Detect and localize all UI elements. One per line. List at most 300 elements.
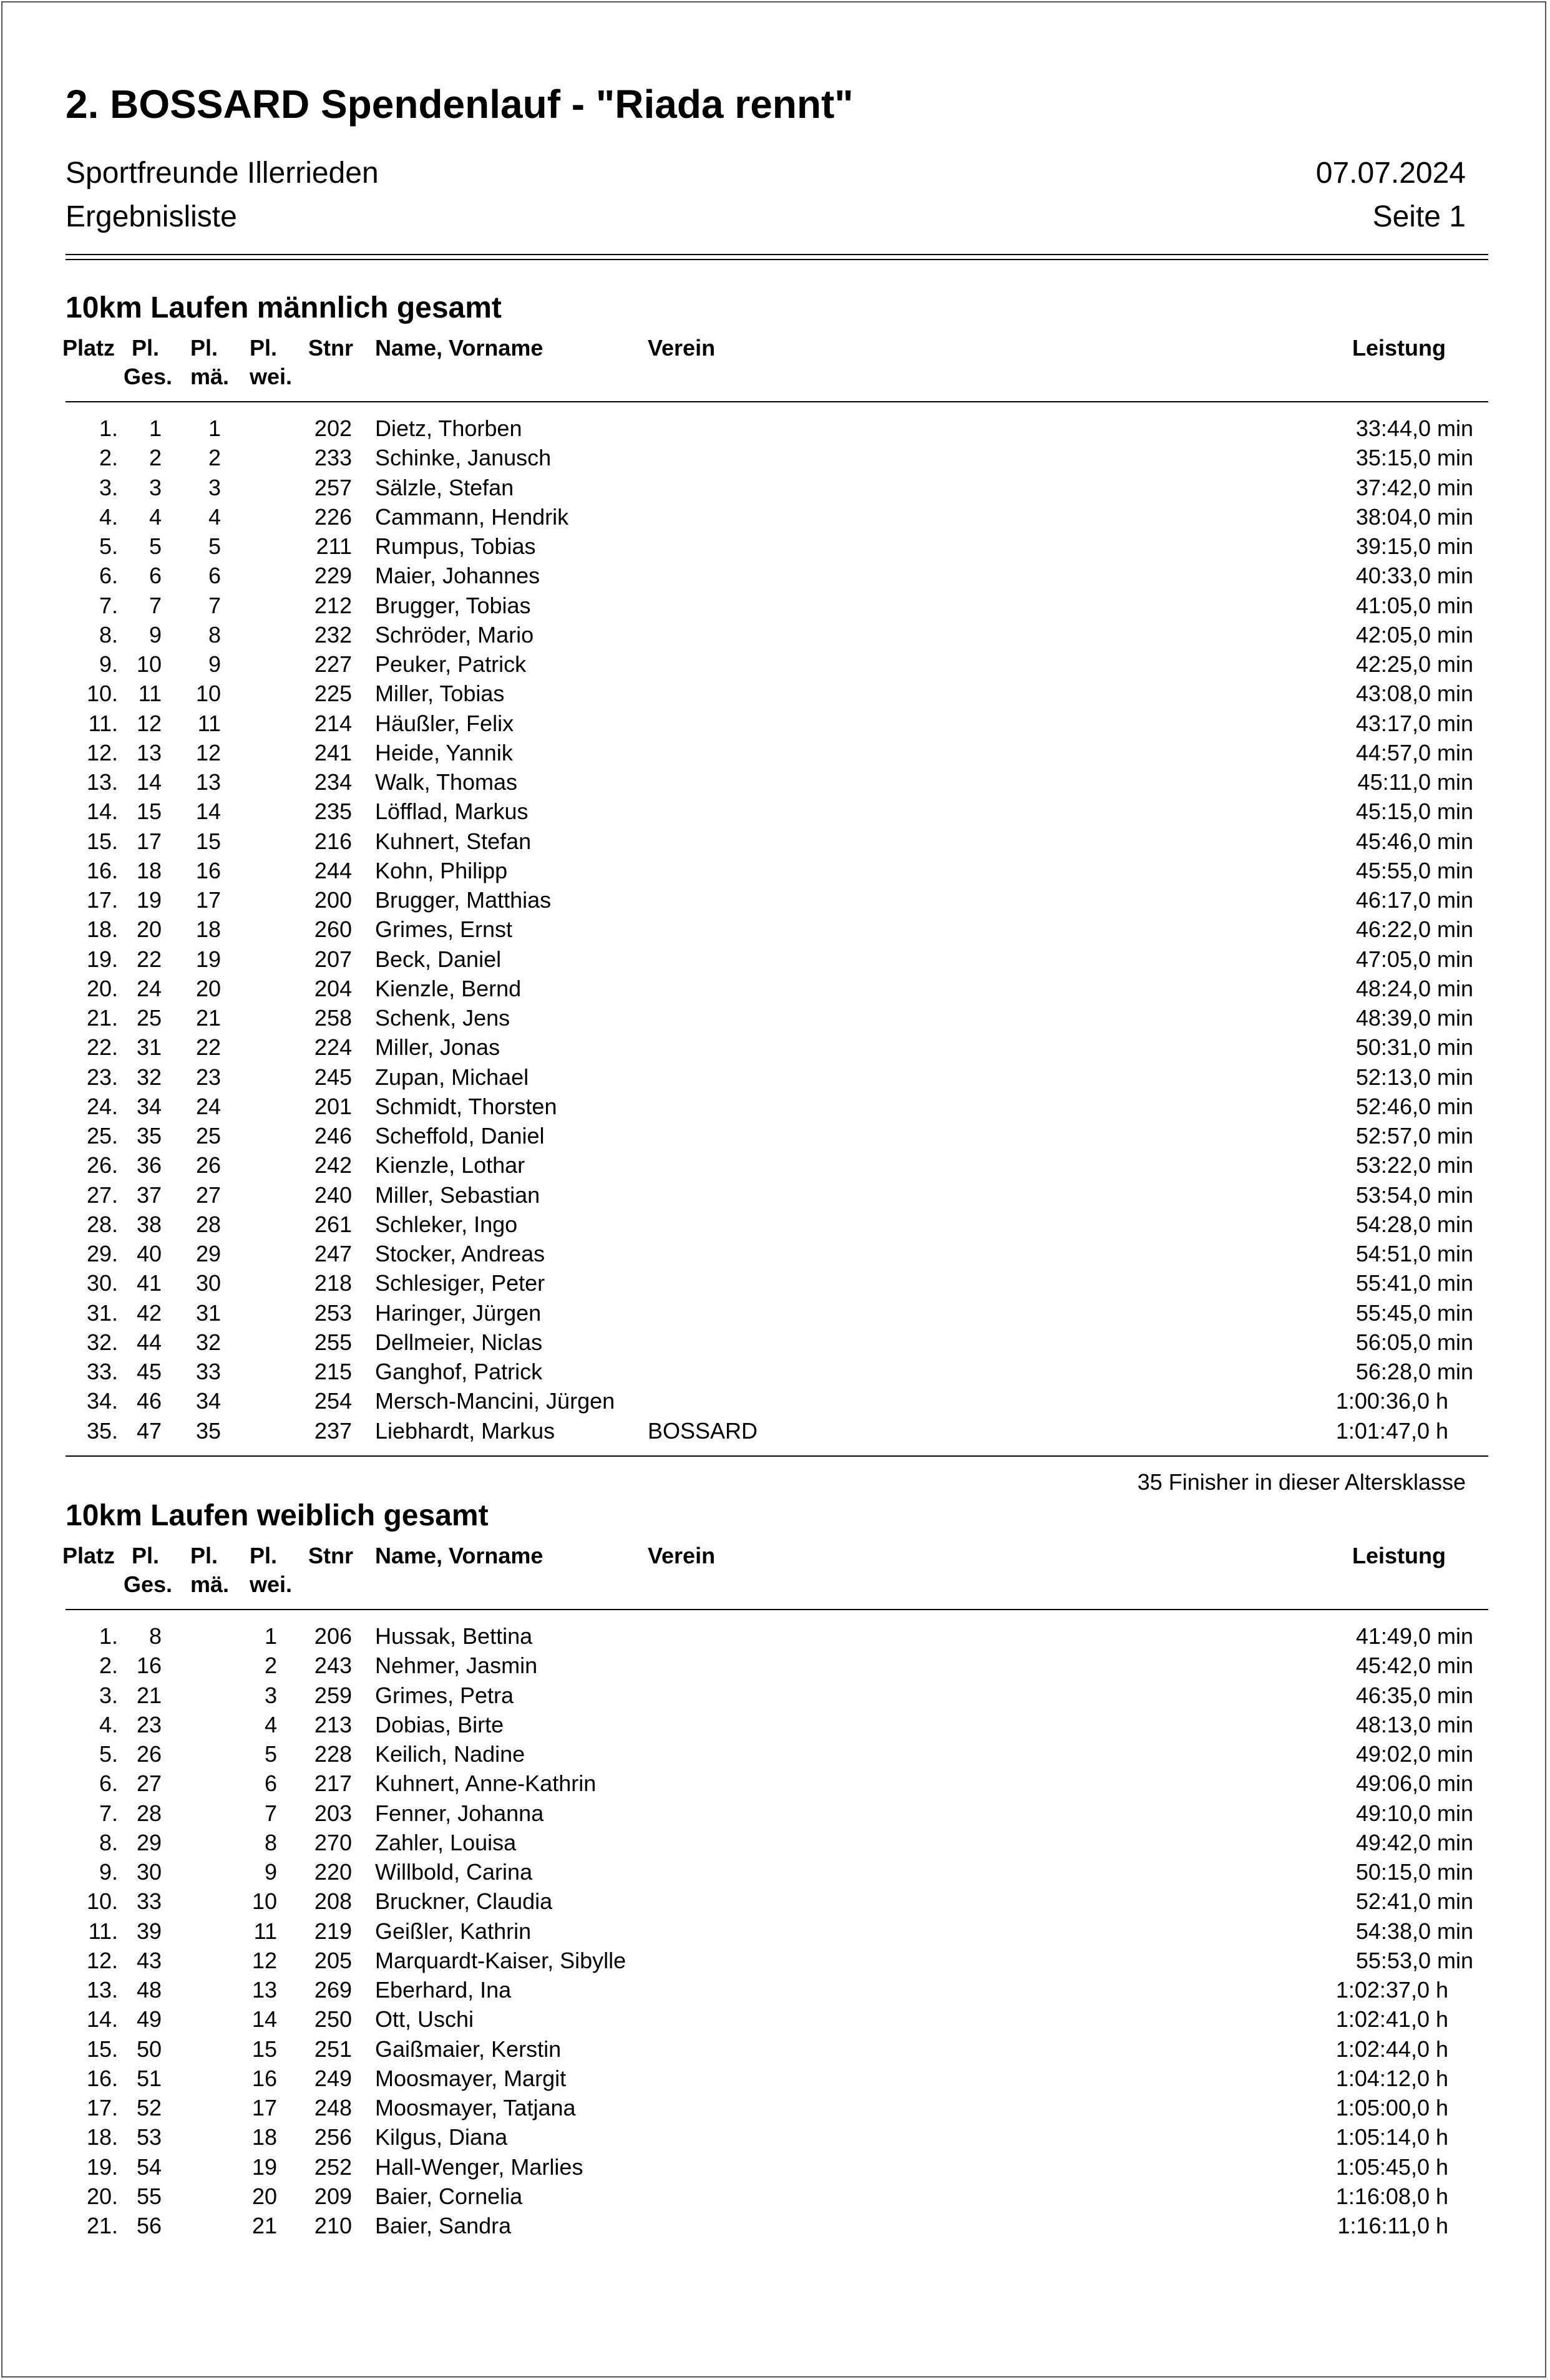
table-row xyxy=(0,1977,1550,2006)
pl-mae-cell: 12 xyxy=(195,739,221,765)
pl-ges-cell: 48 xyxy=(136,1977,162,2003)
pl-mae-cell: 21 xyxy=(195,1005,221,1031)
platz-cell: 11. xyxy=(88,710,118,736)
pl-ges-cell: 55 xyxy=(136,2183,162,2209)
platz-cell: 29. xyxy=(86,1241,118,1266)
pl-mae-cell: 4 xyxy=(208,503,221,530)
stnr-cell: 237 xyxy=(314,1417,352,1444)
name-cell: Dobias, Birte xyxy=(375,1711,504,1737)
pl-mae-cell: 10 xyxy=(195,681,221,707)
stnr-cell: 242 xyxy=(314,1152,352,1178)
pl-mae-cell: 35 xyxy=(195,1417,221,1444)
platz-cell: 12. xyxy=(86,739,118,765)
platz-cell: 2. xyxy=(99,445,118,471)
name-cell: Kilgus, Diana xyxy=(375,2124,508,2150)
leistung-cell: 48:39,0 min xyxy=(1355,1005,1473,1031)
leistung-cell: 50:31,0 min xyxy=(1355,1034,1473,1061)
name-cell: Maier, Johannes xyxy=(375,563,540,589)
stnr-cell: 248 xyxy=(314,2095,352,2120)
pl-ges-cell: 30 xyxy=(136,1859,162,1885)
platz-cell: 24. xyxy=(86,1093,118,1119)
col-ges-subheader: Ges. xyxy=(124,1571,173,1597)
platz-cell: 12. xyxy=(86,1947,118,1973)
platz-cell: 18. xyxy=(86,2124,118,2150)
name-cell: Ganghof, Patrick xyxy=(375,1359,543,1384)
name-cell: Grimes, Petra xyxy=(375,1682,514,1708)
pl-wei-cell: 7 xyxy=(264,1800,277,1826)
name-cell: Miller, Tobias xyxy=(375,681,505,707)
pl-wei-cell: 15 xyxy=(251,2036,277,2062)
name-cell: Beck, Daniel xyxy=(375,946,502,972)
pl-mae-cell: 18 xyxy=(195,916,221,943)
table-row xyxy=(0,916,1550,946)
leistung-cell: 52:41,0 min xyxy=(1355,1888,1473,1915)
table-row xyxy=(0,858,1550,887)
pl-wei-cell: 20 xyxy=(251,2183,277,2209)
leistung-cell: 53:54,0 min xyxy=(1355,1182,1473,1208)
name-cell: Grimes, Ernst xyxy=(375,916,513,943)
name-cell: Kuhnert, Stefan xyxy=(375,828,532,854)
pl-mae-cell: 7 xyxy=(208,592,221,618)
table-row xyxy=(0,504,1550,533)
pl-ges-cell: 19 xyxy=(136,887,162,913)
col-stnr-header: Stnr xyxy=(308,1543,353,1568)
stnr-cell: 202 xyxy=(314,415,352,441)
leistung-cell: 42:25,0 min xyxy=(1355,651,1473,677)
stnr-cell: 228 xyxy=(314,1741,352,1767)
pl-wei-cell: 6 xyxy=(264,1770,277,1797)
stnr-cell: 229 xyxy=(314,563,352,589)
name-cell: Heide, Yannik xyxy=(375,739,513,765)
stnr-cell: 205 xyxy=(314,1947,352,1973)
name-cell: Eberhard, Ina xyxy=(375,1977,512,2003)
name-cell: Stocker, Andreas xyxy=(375,1241,545,1266)
table-bottom-rule xyxy=(66,1455,1488,1457)
header-rule-bottom xyxy=(66,259,1488,260)
platz-cell: 8. xyxy=(99,1829,118,1855)
pl-ges-cell: 37 xyxy=(136,1182,162,1208)
col-ges-subheader: Ges. xyxy=(124,364,173,389)
name-cell: Geißler, Kathrin xyxy=(375,1918,532,1944)
col-pl-wei-header: Pl. xyxy=(250,1543,278,1568)
pl-mae-cell: 17 xyxy=(195,887,221,913)
table-row xyxy=(0,651,1550,681)
header-rule-top xyxy=(66,254,1488,255)
pl-wei-cell: 12 xyxy=(251,1947,277,1973)
name-cell: Baier, Cornelia xyxy=(375,2183,523,2209)
leistung-cell: 56:05,0 min xyxy=(1355,1329,1473,1355)
platz-cell: 31. xyxy=(86,1299,118,1326)
pl-ges-cell: 6 xyxy=(149,563,162,589)
stnr-cell: 226 xyxy=(314,503,352,530)
pl-ges-cell: 52 xyxy=(136,2095,162,2120)
platz-cell: 26. xyxy=(86,1152,118,1178)
name-cell: Fenner, Johanna xyxy=(375,1800,544,1826)
pl-ges-cell: 56 xyxy=(136,2213,162,2238)
platz-cell: 6. xyxy=(99,563,118,589)
pl-ges-cell: 36 xyxy=(136,1152,162,1178)
pl-mae-cell: 20 xyxy=(195,975,221,1001)
leistung-cell: 1:16:08,0 h xyxy=(1335,2183,1448,2209)
col-platz-header: Platz xyxy=(62,1543,115,1568)
pl-ges-cell: 27 xyxy=(136,1770,162,1797)
leistung-cell: 44:57,0 min xyxy=(1355,739,1473,765)
pl-ges-cell: 40 xyxy=(136,1241,162,1266)
col-stnr-header: Stnr xyxy=(308,335,353,361)
leistung-cell: 43:08,0 min xyxy=(1355,681,1473,707)
platz-cell: 22. xyxy=(86,1034,118,1061)
pl-mae-cell: 9 xyxy=(208,651,221,677)
leistung-cell: 43:17,0 min xyxy=(1355,710,1473,736)
stnr-cell: 246 xyxy=(314,1123,352,1149)
table-row xyxy=(0,1300,1550,1329)
table-row xyxy=(0,1241,1550,1270)
platz-cell: 25. xyxy=(86,1123,118,1149)
pl-mae-cell: 19 xyxy=(195,946,221,972)
platz-cell: 20. xyxy=(86,2183,118,2209)
pl-ges-cell: 53 xyxy=(136,2124,162,2150)
pl-ges-cell: 25 xyxy=(136,1005,162,1031)
leistung-cell: 45:55,0 min xyxy=(1355,857,1473,883)
stnr-cell: 261 xyxy=(314,1211,352,1237)
pl-ges-cell: 14 xyxy=(136,769,162,795)
leistung-cell: 38:04,0 min xyxy=(1355,503,1473,530)
pl-ges-cell: 10 xyxy=(136,651,162,677)
pl-ges-cell: 35 xyxy=(136,1123,162,1149)
name-cell: Moosmayer, Margit xyxy=(375,2065,567,2091)
name-cell: Schinke, Janusch xyxy=(375,445,552,471)
pl-mae-cell: 28 xyxy=(195,1211,221,1237)
name-cell: Häußler, Felix xyxy=(375,710,514,736)
pl-ges-cell: 39 xyxy=(136,1918,162,1944)
pl-ges-cell: 24 xyxy=(136,975,162,1001)
table-row xyxy=(0,563,1550,592)
name-cell: Scheffold, Daniel xyxy=(375,1123,545,1149)
platz-cell: 5. xyxy=(99,1741,118,1767)
col-leistung-header: Leistung xyxy=(1352,335,1446,361)
leistung-cell: 55:53,0 min xyxy=(1355,1947,1473,1973)
platz-cell: 13. xyxy=(86,1977,118,2003)
name-cell: Sälzle, Stefan xyxy=(375,474,514,500)
leistung-cell: 45:11,0 min xyxy=(1357,769,1473,795)
table-row xyxy=(0,2036,1550,2066)
pl-ges-cell: 18 xyxy=(136,857,162,883)
table-row xyxy=(0,2124,1550,2154)
stnr-cell: 245 xyxy=(314,1064,352,1090)
table-row xyxy=(0,1770,1550,1800)
event-date: 07.07.2024 xyxy=(1315,157,1466,190)
table-row xyxy=(0,1683,1550,1712)
table-header-rule xyxy=(66,1609,1488,1610)
name-cell: Ott, Uschi xyxy=(375,2006,474,2033)
name-cell: Willbold, Carina xyxy=(375,1859,533,1885)
pl-mae-cell: 27 xyxy=(195,1182,221,1208)
pl-wei-cell: 10 xyxy=(251,1888,277,1915)
stnr-cell: 224 xyxy=(314,1034,352,1061)
platz-cell: 5. xyxy=(99,533,118,559)
leistung-cell: 40:33,0 min xyxy=(1355,563,1473,589)
platz-cell: 1. xyxy=(99,1623,118,1649)
stnr-cell: 208 xyxy=(314,1888,352,1915)
stnr-cell: 255 xyxy=(314,1329,352,1355)
name-cell: Miller, Jonas xyxy=(375,1034,500,1061)
table-row xyxy=(0,740,1550,769)
name-cell: Haringer, Jürgen xyxy=(375,1299,542,1326)
name-cell: Rumpus, Tobias xyxy=(375,533,536,559)
name-cell: Dietz, Thorben xyxy=(375,415,522,441)
table-row xyxy=(0,1653,1550,1682)
pl-mae-cell: 22 xyxy=(195,1034,221,1061)
platz-cell: 15. xyxy=(86,828,118,854)
col-pl-ges-header: Pl. xyxy=(132,1543,160,1568)
platz-cell: 23. xyxy=(86,1064,118,1090)
platz-cell: 18. xyxy=(86,916,118,943)
platz-cell: 16. xyxy=(86,857,118,883)
pl-mae-cell: 25 xyxy=(195,1123,221,1149)
stnr-cell: 241 xyxy=(314,739,352,765)
platz-cell: 20. xyxy=(86,975,118,1001)
name-cell: Kuhnert, Anne-Kathrin xyxy=(375,1770,597,1797)
table-row xyxy=(0,1005,1550,1034)
pl-mae-cell: 24 xyxy=(195,1093,221,1119)
name-cell: Mersch-Mancini, Jürgen xyxy=(375,1388,615,1414)
name-cell: Nehmer, Jasmin xyxy=(375,1653,538,1679)
pl-wei-cell: 1 xyxy=(264,1623,277,1649)
name-cell: Cammann, Hendrik xyxy=(375,503,569,530)
pl-wei-cell: 5 xyxy=(264,1741,277,1767)
pl-mae-cell: 32 xyxy=(195,1329,221,1355)
leistung-cell: 1:05:45,0 h xyxy=(1335,2154,1448,2180)
stnr-cell: 254 xyxy=(314,1388,352,1414)
platz-cell: 7. xyxy=(99,592,118,618)
document-title: 2. BOSSARD Spendenlauf - "Riada rennt" xyxy=(66,82,854,127)
pl-ges-cell: 32 xyxy=(136,1064,162,1090)
stnr-cell: 209 xyxy=(314,2183,352,2209)
finisher-count: 35 Finisher in dieser Altersklasse xyxy=(1137,1469,1466,1495)
name-cell: Hussak, Bettina xyxy=(375,1623,533,1649)
pl-ges-cell: 43 xyxy=(136,1947,162,1973)
name-cell: Kienzle, Bernd xyxy=(375,975,522,1001)
pl-ges-cell: 45 xyxy=(136,1359,162,1384)
leistung-cell: 1:04:12,0 h xyxy=(1335,2065,1448,2091)
leistung-cell: 48:24,0 min xyxy=(1355,975,1473,1001)
stnr-cell: 219 xyxy=(314,1918,352,1944)
pl-ges-cell: 20 xyxy=(136,916,162,943)
name-cell: Bruckner, Claudia xyxy=(375,1888,553,1915)
table-row xyxy=(0,828,1550,858)
leistung-cell: 1:05:14,0 h xyxy=(1335,2124,1448,2150)
pl-wei-cell: 11 xyxy=(253,1918,277,1944)
table-row xyxy=(0,2066,1550,2095)
pl-wei-cell: 8 xyxy=(264,1829,277,1855)
leistung-cell: 35:15,0 min xyxy=(1355,445,1473,471)
leistung-cell: 55:45,0 min xyxy=(1355,1299,1473,1326)
leistung-cell: 46:22,0 min xyxy=(1355,916,1473,943)
pl-ges-cell: 46 xyxy=(136,1388,162,1414)
stnr-cell: 240 xyxy=(314,1182,352,1208)
leistung-cell: 52:57,0 min xyxy=(1355,1123,1473,1149)
pl-wei-cell: 2 xyxy=(264,1653,277,1679)
platz-cell: 11. xyxy=(88,1918,118,1944)
pl-ges-cell: 26 xyxy=(136,1741,162,1767)
pl-mae-cell: 13 xyxy=(195,769,221,795)
stnr-cell: 227 xyxy=(314,651,352,677)
stnr-cell: 203 xyxy=(314,1800,352,1826)
stnr-cell: 215 xyxy=(314,1359,352,1384)
stnr-cell: 258 xyxy=(314,1005,352,1031)
stnr-cell: 213 xyxy=(314,1711,352,1737)
pl-ges-cell: 4 xyxy=(149,503,162,530)
name-cell: Schleker, Ingo xyxy=(375,1211,518,1237)
col-verein-header: Verein xyxy=(648,335,716,361)
stnr-cell: 204 xyxy=(314,975,352,1001)
platz-cell: 27. xyxy=(86,1182,118,1208)
col-mae-subheader: mä. xyxy=(190,1571,230,1597)
platz-cell: 8. xyxy=(99,621,118,648)
table-row xyxy=(0,1329,1550,1359)
leistung-cell: 52:13,0 min xyxy=(1355,1064,1473,1090)
platz-cell: 10. xyxy=(86,681,118,707)
leistung-cell: 1:02:37,0 h xyxy=(1335,1977,1448,2003)
pl-ges-cell: 49 xyxy=(136,2006,162,2033)
leistung-cell: 45:15,0 min xyxy=(1355,799,1473,825)
name-cell: Hall-Wenger, Marlies xyxy=(375,2154,583,2180)
platz-cell: 10. xyxy=(86,1888,118,1915)
pl-wei-cell: 4 xyxy=(264,1711,277,1737)
pl-ges-cell: 44 xyxy=(136,1329,162,1355)
name-cell: Baier, Sandra xyxy=(375,2213,512,2238)
table-row xyxy=(0,415,1550,445)
section-title: 10km Laufen weiblich gesamt xyxy=(66,1499,489,1532)
leistung-cell: 1:05:00,0 h xyxy=(1335,2095,1448,2120)
platz-cell: 19. xyxy=(86,2154,118,2180)
stnr-cell: 269 xyxy=(314,1977,352,2003)
leistung-cell: 1:02:44,0 h xyxy=(1335,2036,1448,2062)
stnr-cell: 243 xyxy=(314,1653,352,1679)
stnr-cell: 212 xyxy=(314,592,352,618)
table-row xyxy=(0,1212,1550,1241)
pl-ges-cell: 31 xyxy=(136,1034,162,1061)
pl-mae-cell: 3 xyxy=(208,474,221,500)
platz-cell: 28. xyxy=(86,1211,118,1237)
table-row xyxy=(0,2095,1550,2124)
table-row xyxy=(0,445,1550,474)
section-title: 10km Laufen männlich gesamt xyxy=(66,291,502,324)
pl-ges-cell: 50 xyxy=(136,2036,162,2062)
pl-mae-cell: 31 xyxy=(195,1299,221,1326)
pl-mae-cell: 16 xyxy=(195,857,221,883)
table-row xyxy=(0,1741,1550,1770)
table-row xyxy=(0,1859,1550,1888)
col-verein-header: Verein xyxy=(648,1543,716,1568)
leistung-cell: 39:15,0 min xyxy=(1355,533,1473,559)
pl-mae-cell: 29 xyxy=(195,1241,221,1266)
pl-mae-cell: 23 xyxy=(195,1064,221,1090)
platz-cell: 30. xyxy=(86,1270,118,1296)
leistung-cell: 54:51,0 min xyxy=(1355,1241,1473,1266)
pl-ges-cell: 1 xyxy=(149,415,162,441)
pl-wei-cell: 16 xyxy=(251,2065,277,2091)
stnr-cell: 217 xyxy=(314,1770,352,1797)
leistung-cell: 41:05,0 min xyxy=(1355,592,1473,618)
stnr-cell: 210 xyxy=(314,2213,352,2238)
pl-wei-cell: 9 xyxy=(264,1859,277,1885)
stnr-cell: 225 xyxy=(314,681,352,707)
table-row xyxy=(0,1152,1550,1182)
table-row xyxy=(0,1064,1550,1094)
pl-wei-cell: 17 xyxy=(251,2095,277,2120)
stnr-cell: 252 xyxy=(314,2154,352,2180)
leistung-cell: 45:42,0 min xyxy=(1355,1653,1473,1679)
col-pl-mae-header: Pl. xyxy=(190,335,218,361)
leistung-cell: 1:01:47,0 h xyxy=(1335,1417,1448,1444)
col-platz-header: Platz xyxy=(62,335,115,361)
platz-cell: 2. xyxy=(99,1653,118,1679)
stnr-cell: 220 xyxy=(314,1859,352,1885)
name-cell: Gaißmaier, Kerstin xyxy=(375,2036,562,2062)
pl-mae-cell: 2 xyxy=(208,445,221,471)
pl-wei-cell: 21 xyxy=(251,2213,277,2238)
pl-ges-cell: 47 xyxy=(136,1417,162,1444)
leistung-cell: 54:28,0 min xyxy=(1355,1211,1473,1237)
leistung-cell: 49:02,0 min xyxy=(1355,1741,1473,1767)
platz-cell: 33. xyxy=(86,1359,118,1384)
table-row xyxy=(0,1182,1550,1212)
pl-ges-cell: 34 xyxy=(136,1093,162,1119)
stnr-cell: 244 xyxy=(314,857,352,883)
table-row xyxy=(0,622,1550,651)
pl-ges-cell: 17 xyxy=(136,828,162,854)
leistung-cell: 1:02:41,0 h xyxy=(1335,2006,1448,2033)
leistung-cell: 45:46,0 min xyxy=(1355,828,1473,854)
name-cell: Keilich, Nadine xyxy=(375,1741,525,1767)
platz-cell: 32. xyxy=(86,1329,118,1355)
pl-wei-cell: 13 xyxy=(251,1977,277,2003)
table-row xyxy=(0,799,1550,828)
table-row xyxy=(0,1359,1550,1388)
name-cell: Brugger, Tobias xyxy=(375,592,531,618)
platz-cell: 7. xyxy=(99,1800,118,1826)
name-cell: Schlesiger, Peter xyxy=(375,1270,545,1296)
pl-mae-cell: 5 xyxy=(208,533,221,559)
platz-cell: 17. xyxy=(86,887,118,913)
pl-ges-cell: 2 xyxy=(149,445,162,471)
leistung-cell: 49:10,0 min xyxy=(1355,1800,1473,1826)
pl-ges-cell: 3 xyxy=(149,474,162,500)
col-mae-subheader: mä. xyxy=(190,364,230,389)
pl-wei-cell: 14 xyxy=(251,2006,277,2033)
table-row xyxy=(0,2154,1550,2183)
platz-cell: 14. xyxy=(86,799,118,825)
table-row xyxy=(0,1830,1550,1859)
table-row xyxy=(0,1094,1550,1123)
col-pl-mae-header: Pl. xyxy=(190,1543,218,1568)
pl-wei-cell: 3 xyxy=(264,1682,277,1708)
table-row xyxy=(0,475,1550,504)
leistung-cell: 53:22,0 min xyxy=(1355,1152,1473,1178)
leistung-cell: 56:28,0 min xyxy=(1355,1359,1473,1384)
stnr-cell: 232 xyxy=(314,621,352,648)
pl-mae-cell: 33 xyxy=(195,1359,221,1384)
platz-cell: 13. xyxy=(86,769,118,795)
platz-cell: 6. xyxy=(99,1770,118,1797)
col-name-header: Name, Vorname xyxy=(375,1543,543,1568)
leistung-cell: 37:42,0 min xyxy=(1355,474,1473,500)
name-cell: Marquardt-Kaiser, Sibylle xyxy=(375,1947,626,1973)
table-row xyxy=(0,769,1550,799)
name-cell: Kohn, Philipp xyxy=(375,857,508,883)
stnr-cell: 214 xyxy=(314,710,352,736)
